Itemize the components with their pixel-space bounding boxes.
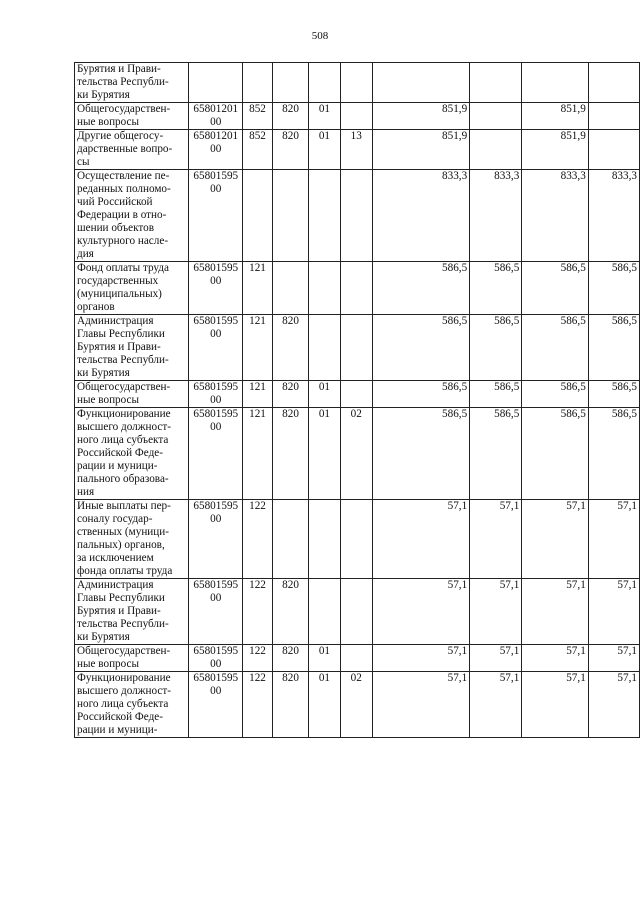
row-section-cell xyxy=(309,500,340,579)
row-section-cell xyxy=(309,262,340,315)
row-section-cell: 01 xyxy=(309,381,340,408)
row-code-cell: 65801595 00 xyxy=(189,381,243,408)
row-name-cell: Функционирование высшего должност- ного лица субъекта Российской Феде- рации и муници- xyxy=(75,672,189,738)
row-code-cell: 65801595 00 xyxy=(189,262,243,315)
row-value-1-cell: 57,1 xyxy=(372,579,469,645)
row-admin-cell: 820 xyxy=(272,408,308,500)
table-row xyxy=(75,672,640,738)
row-subsection-cell xyxy=(340,500,372,579)
page-number: 508 xyxy=(311,30,329,42)
row-value-1-cell: 586,5 xyxy=(372,408,469,500)
row-value-3-cell: 586,5 xyxy=(522,315,589,381)
row-value-4-cell xyxy=(588,63,639,103)
row-section-cell xyxy=(309,315,340,381)
row-value-3-cell: 586,5 xyxy=(522,262,589,315)
row-code-cell: 65801595 00 xyxy=(189,672,243,738)
row-name-cell: Осуществление пе- реданных полномо- чий Российской Федерации в отно- шении объектов культурного насле- дия xyxy=(75,170,189,262)
row-section-cell: 01 xyxy=(309,645,340,672)
row-expense-type-cell: 122 xyxy=(243,645,273,672)
row-code-cell: 65801595 00 xyxy=(189,408,243,500)
row-value-4-cell xyxy=(588,103,639,130)
row-value-2-cell: 57,1 xyxy=(470,500,522,579)
row-code-cell: 65801595 00 xyxy=(189,315,243,381)
row-value-1-cell: 851,9 xyxy=(372,130,469,170)
row-expense-type-cell: 121 xyxy=(243,315,273,381)
row-value-1-cell xyxy=(372,63,469,103)
row-name-cell: Функционирование высшего должност- ного лица субъекта Российской Феде- рации и муници- пального образова- ния xyxy=(75,408,189,500)
row-admin-cell: 820 xyxy=(272,381,308,408)
row-value-4-cell: 57,1 xyxy=(588,672,639,738)
row-admin-cell: 820 xyxy=(272,130,308,170)
row-name-cell: Фонд оплаты труда государственных (муниципальных) органов xyxy=(75,262,189,315)
row-expense-type-cell xyxy=(243,63,273,103)
row-section-cell: 01 xyxy=(309,408,340,500)
row-section-cell xyxy=(309,170,340,262)
row-value-2-cell: 586,5 xyxy=(470,315,522,381)
row-admin-cell xyxy=(272,170,308,262)
row-subsection-cell xyxy=(340,645,372,672)
row-expense-type-cell: 121 xyxy=(243,408,273,500)
row-code-cell: 65801595 00 xyxy=(189,645,243,672)
row-expense-type-cell: 852 xyxy=(243,103,273,130)
table-row xyxy=(75,645,640,672)
row-value-3-cell xyxy=(522,63,589,103)
row-section-cell xyxy=(309,63,340,103)
row-subsection-cell xyxy=(340,315,372,381)
row-value-3-cell: 833,3 xyxy=(522,170,589,262)
table-row xyxy=(75,103,640,130)
row-value-1-cell: 586,5 xyxy=(372,381,469,408)
row-subsection-cell: 13 xyxy=(340,130,372,170)
row-value-3-cell: 851,9 xyxy=(522,130,589,170)
row-subsection-cell xyxy=(340,63,372,103)
row-section-cell: 01 xyxy=(309,672,340,738)
row-value-3-cell: 57,1 xyxy=(522,645,589,672)
row-code-cell: 65801595 00 xyxy=(189,170,243,262)
row-subsection-cell: 02 xyxy=(340,408,372,500)
row-code-cell: 65801201 00 xyxy=(189,130,243,170)
table-row xyxy=(75,408,640,500)
row-value-1-cell: 57,1 xyxy=(372,500,469,579)
row-value-4-cell: 586,5 xyxy=(588,262,639,315)
row-admin-cell xyxy=(272,500,308,579)
budget-table xyxy=(74,62,640,738)
row-value-2-cell xyxy=(470,63,522,103)
row-subsection-cell xyxy=(340,381,372,408)
row-subsection-cell xyxy=(340,103,372,130)
row-expense-type-cell: 122 xyxy=(243,500,273,579)
row-value-4-cell: 586,5 xyxy=(588,315,639,381)
row-value-2-cell: 586,5 xyxy=(470,381,522,408)
row-value-3-cell: 57,1 xyxy=(522,672,589,738)
row-admin-cell xyxy=(272,63,308,103)
row-code-cell: 65801595 00 xyxy=(189,500,243,579)
row-subsection-cell xyxy=(340,262,372,315)
row-value-4-cell xyxy=(588,130,639,170)
row-subsection-cell: 02 xyxy=(340,672,372,738)
row-admin-cell: 820 xyxy=(272,579,308,645)
table-row xyxy=(75,170,640,262)
row-value-4-cell: 57,1 xyxy=(588,579,639,645)
row-value-2-cell: 57,1 xyxy=(470,672,522,738)
row-value-2-cell: 57,1 xyxy=(470,579,522,645)
row-name-cell: Другие общегосу- дарственные вопро- сы xyxy=(75,130,189,170)
row-expense-type-cell: 852 xyxy=(243,130,273,170)
row-value-4-cell: 57,1 xyxy=(588,500,639,579)
row-name-cell: Общегосударствен- ные вопросы xyxy=(75,381,189,408)
row-value-3-cell: 57,1 xyxy=(522,500,589,579)
row-value-2-cell: 57,1 xyxy=(470,645,522,672)
table-row xyxy=(75,579,640,645)
row-admin-cell: 820 xyxy=(272,672,308,738)
row-section-cell: 01 xyxy=(309,103,340,130)
row-value-1-cell: 586,5 xyxy=(372,262,469,315)
row-name-cell: Бурятия и Прави- тельства Республи- ки Бурятия xyxy=(75,63,189,103)
row-subsection-cell xyxy=(340,579,372,645)
row-value-2-cell xyxy=(470,103,522,130)
row-admin-cell xyxy=(272,262,308,315)
table-row xyxy=(75,130,640,170)
row-value-3-cell: 851,9 xyxy=(522,103,589,130)
row-admin-cell: 820 xyxy=(272,315,308,381)
row-value-1-cell: 57,1 xyxy=(372,645,469,672)
row-value-4-cell: 833,3 xyxy=(588,170,639,262)
table-row xyxy=(75,315,640,381)
row-value-2-cell: 586,5 xyxy=(470,408,522,500)
row-value-4-cell: 586,5 xyxy=(588,408,639,500)
row-code-cell: 65801201 00 xyxy=(189,103,243,130)
row-expense-type-cell: 122 xyxy=(243,672,273,738)
row-value-1-cell: 57,1 xyxy=(372,672,469,738)
table-row xyxy=(75,500,640,579)
row-value-3-cell: 586,5 xyxy=(522,408,589,500)
row-expense-type-cell: 121 xyxy=(243,381,273,408)
row-name-cell: Иные выплаты пер- соналу государ- ственных (муници- пальных) органов, за исключением фонда оплаты труда xyxy=(75,500,189,579)
row-value-1-cell: 833,3 xyxy=(372,170,469,262)
row-value-2-cell: 586,5 xyxy=(470,262,522,315)
table-row xyxy=(75,63,640,103)
row-value-1-cell: 586,5 xyxy=(372,315,469,381)
row-value-3-cell: 57,1 xyxy=(522,579,589,645)
row-expense-type-cell: 122 xyxy=(243,579,273,645)
row-value-2-cell: 833,3 xyxy=(470,170,522,262)
row-value-2-cell xyxy=(470,130,522,170)
row-name-cell: Администрация Главы Республики Бурятия и Прави- тельства Республи- ки Бурятия xyxy=(75,579,189,645)
row-code-cell: 65801595 00 xyxy=(189,579,243,645)
row-value-4-cell: 57,1 xyxy=(588,645,639,672)
row-name-cell: Администрация Главы Республики Бурятия и Прави- тельства Республи- ки Бурятия xyxy=(75,315,189,381)
row-value-4-cell: 586,5 xyxy=(588,381,639,408)
row-expense-type-cell xyxy=(243,170,273,262)
row-expense-type-cell: 121 xyxy=(243,262,273,315)
table-row xyxy=(75,381,640,408)
row-section-cell: 01 xyxy=(309,130,340,170)
table-row xyxy=(75,262,640,315)
row-name-cell: Общегосударствен- ные вопросы xyxy=(75,103,189,130)
row-value-3-cell: 586,5 xyxy=(522,381,589,408)
row-name-cell: Общегосударствен- ные вопросы xyxy=(75,645,189,672)
row-subsection-cell xyxy=(340,170,372,262)
row-admin-cell: 820 xyxy=(272,645,308,672)
row-admin-cell: 820 xyxy=(272,103,308,130)
row-section-cell xyxy=(309,579,340,645)
row-value-1-cell: 851,9 xyxy=(372,103,469,130)
row-code-cell xyxy=(189,63,243,103)
